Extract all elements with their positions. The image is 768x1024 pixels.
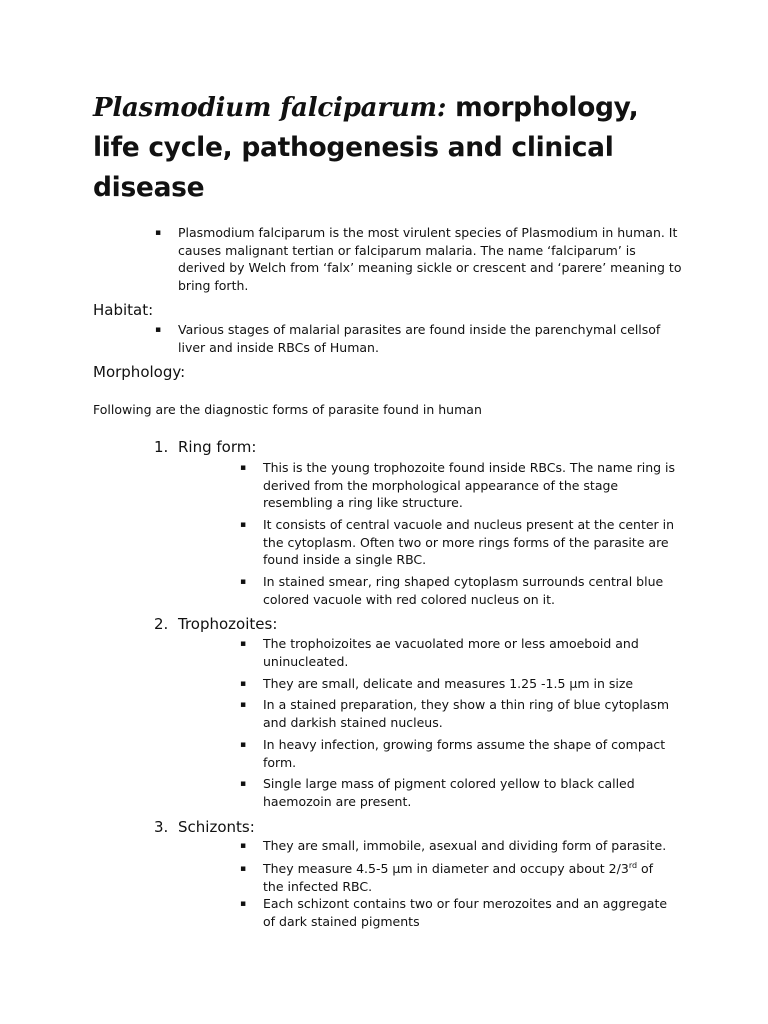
- title-species-name: Plasmodium falciparum:: [93, 93, 447, 123]
- habitat-heading: Habitat:: [93, 301, 154, 319]
- ring-form-bullet: It consists of central vacuole and nucleus present at the center in the cytoplasm. Often two or more rings forms of the parasite are found inside a single RBC.: [263, 517, 675, 567]
- bullet-marker: ▪: [240, 864, 247, 874]
- habitat-text: Various stages of malarial parasites are found inside the parenchymal cellsof liver and inside RBCs of Human.: [178, 322, 661, 355]
- bullet-marker: ▪: [240, 577, 247, 587]
- trophozoites-bullet: They are small, delicate and measures 1.25 -1.5 µm in size: [263, 676, 634, 691]
- bullet-marker: ▪: [240, 700, 247, 710]
- form-number: 3.: [154, 818, 169, 836]
- intro-paragraph: Plasmodium falciparum is the most virulent species of Plasmodium in human. It causes malignant tertian or falciparum malaria. The name ‘falciparum’ is derived by Welch from ‘falx’ meaning sickle or crescent and ‘parere’ meaning to bring forth.: [178, 225, 682, 293]
- ring-form-bullet: In stained smear, ring shaped cytoplasm surrounds central blue colored vacuole with red colored nucleus on it.: [263, 574, 664, 607]
- title-subject: morphology, life cycle, pathogenesis and clinical disease: [93, 92, 639, 203]
- schizonts-heading: Schizonts:: [178, 818, 255, 836]
- bullet-marker: ▪: [240, 463, 247, 473]
- morphology-heading: Morphology:: [93, 363, 186, 381]
- ordinal-superscript: rd: [628, 861, 638, 870]
- bullet-marker: ▪: [240, 899, 247, 909]
- bullet-marker: ▪: [240, 841, 247, 851]
- form-number: 1.: [154, 438, 169, 456]
- bullet-marker: ▪: [240, 520, 247, 530]
- schizonts-bullet: They are small, immobile, asexual and dividing form of parasite.: [263, 838, 667, 853]
- bullet-marker: ▪: [155, 228, 162, 238]
- schizonts-bullet: [263, 860, 668, 895]
- schizonts-bullet-text: They measure 4.5-5 µm in diameter and occupy about 2/3: [263, 861, 629, 876]
- bullet-marker: ▪: [240, 740, 247, 750]
- document-title: [93, 88, 693, 208]
- bullet-marker: ▪: [240, 779, 247, 789]
- bullet-marker: ▪: [240, 639, 247, 649]
- trophozoites-bullet: In a stained preparation, they show a thin ring of blue cytoplasm and darkish stained nucleus.: [263, 697, 670, 730]
- schizonts-bullet-tail: of the infected RBC.: [263, 861, 654, 894]
- bullet-marker: ▪: [240, 679, 247, 689]
- form-number: 2.: [154, 615, 169, 633]
- ring-form-bullet: This is the young trophozoite found inside RBCs. The name ring is derived from the morphological appearance of the stage resembling a ring like structure.: [263, 460, 676, 510]
- trophozoites-bullet: Single large mass of pigment colored yellow to black called haemozoin are present.: [263, 776, 635, 809]
- trophozoites-bullet: In heavy infection, growing forms assume the shape of compact form.: [263, 737, 666, 770]
- ring-form-heading: Ring form:: [178, 438, 257, 456]
- schizonts-bullet: Each schizont contains two or four merozoites and an aggregate of dark stained pigments: [263, 896, 668, 929]
- trophozoites-heading: Trophozoites:: [178, 615, 278, 633]
- morphology-intro: Following are the diagnostic forms of parasite found in human: [93, 402, 482, 417]
- trophozoites-bullet: The trophoizoites ae vacuolated more or less amoeboid and uninucleated.: [263, 636, 639, 669]
- bullet-marker: ▪: [155, 325, 162, 335]
